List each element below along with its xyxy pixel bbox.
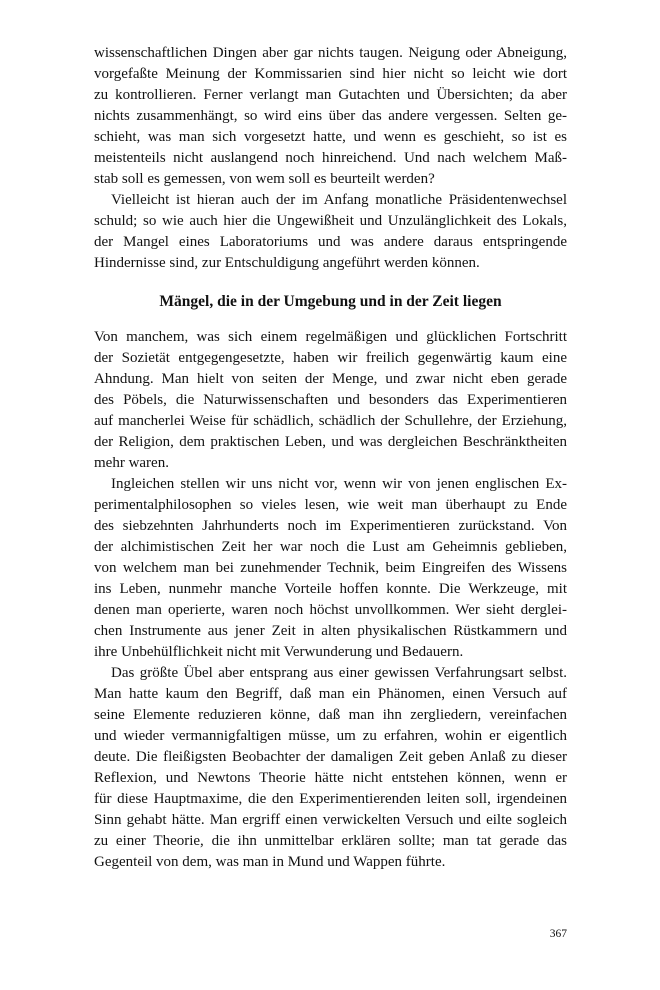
text-line: Reflexion, und Newtons Theorie hätte nicht entstehen können, wenn er xyxy=(94,770,567,786)
paragraph xyxy=(94,663,567,873)
text-line: perimentalphilosophen so vieles lesen, wie weit man überhaupt zu Ende xyxy=(94,497,567,513)
text-block xyxy=(94,43,567,873)
text-line: meistenteils nicht auslangend noch hinreichend. Und nach welchem Maß- xyxy=(94,150,567,166)
text-line: der Mangel eines Laboratoriums und was andere daraus entspringende xyxy=(94,234,567,250)
text-line: Ingleichen stellen wir uns nicht vor, wenn wir von jenen englischen Ex- xyxy=(111,476,567,492)
text-line: mehr waren. xyxy=(94,455,169,471)
text-line: schuld; so wie auch hier die Ungewißheit und Unzulänglichkeit des Lokals, xyxy=(94,213,567,229)
paragraph xyxy=(94,190,567,274)
text-line: schieht, was man sich vorgesetzt hatte, und wenn es geschieht, so ist es xyxy=(94,129,567,145)
text-line: Sinn gehabt hätte. Man ergriff einen verwickelten Versuch und eilte sogleich xyxy=(94,812,567,828)
text-line: auf mancherlei Weise für schädlich, schädlich der Schullehre, der Erziehung, xyxy=(94,413,567,429)
page-number: 367 xyxy=(549,928,567,940)
text-line: seine Elemente reduzieren könne, daß man ihn zergliedern, vereinfachen xyxy=(94,707,567,723)
text-line: des Pöbels, die Naturwissenschaften und besonders das Experimentieren xyxy=(94,392,567,408)
section-heading: Mängel, die in der Umgebung und in der Zeit liegen xyxy=(159,293,502,310)
paragraph xyxy=(94,327,567,474)
text-line: zu kontrollieren. Ferner verlangt man Gutachten und Übersichten; da aber xyxy=(94,87,567,103)
text-line: Vielleicht ist hieran auch der im Anfang monatliche Präsidentenwechsel xyxy=(111,192,567,208)
text-line: denen man operierte, waren noch höchst unvollkommen. Wer sieht derglei- xyxy=(94,602,567,618)
text-line: für diese Hauptmaxime, die den Experimentierenden leiten soll, irgendeinen xyxy=(94,791,567,807)
text-line: chen Instrumente aus jener Zeit in alten physikalischen Rüstkammern und xyxy=(94,623,567,639)
text-line: Von manchem, was sich einem regelmäßigen und glücklichen Fortschritt xyxy=(94,329,567,345)
paragraph xyxy=(94,474,567,663)
text-line: der alchimistischen Zeit her war noch die Lust am Geheimnis geblieben, xyxy=(94,539,567,555)
text-line: vorgefaßte Meinung der Kommissarien sind hier nicht so leicht wie dort xyxy=(94,66,567,82)
text-line: und wieder vermannigfaltigen müsse, um zu erfahren, wohin er eigentlich xyxy=(94,728,567,744)
text-line: Gegenteil von dem, was man in Mund und Wappen führte. xyxy=(94,854,446,870)
text-line: Das größte Übel aber entsprang aus einer gewissen Verfahrungsart selbst. xyxy=(111,665,567,681)
text-line: von welchem man bei zunehmender Technik, beim Eingreifen des Wissens xyxy=(94,560,567,576)
text-line: der Sozietät entgegengesetzte, haben wir freilich gegenwärtig kaum eine xyxy=(94,350,567,366)
text-line: wissenschaftlichen Dingen aber gar nichts taugen. Neigung oder Abneigung, xyxy=(94,45,567,61)
text-line: Man hatte kaum den Begriff, daß man ein Phänomen, einen Versuch auf xyxy=(94,686,567,702)
text-line: deute. Die fleißigsten Beobachter der damaligen Zeit geben Anlaß zu dieser xyxy=(94,749,567,765)
text-line: nichts zusammenhängt, so wird eins über das andere vergessen. Selten ge- xyxy=(94,108,567,124)
text-line: Hindernisse sind, zur Entschuldigung angeführt werden können. xyxy=(94,255,480,271)
text-line: Ahndung. Man hielt von seiten der Menge, und zwar nicht eben gerade xyxy=(94,371,567,387)
text-line: zu einer Theorie, die ihn unmittelbar erklären sollte; man tat gerade das xyxy=(94,833,567,849)
text-line: ihre Unbehülflichkeit nicht mit Verwunderung und Bedauern. xyxy=(94,644,464,660)
text-line: der Religion, dem praktischen Leben, und was dergleichen Beschränktheiten xyxy=(94,434,567,450)
text-line: stab soll es gemessen, von wem soll es beurteilt werden? xyxy=(94,171,435,187)
text-line: ins Leben, nunmehr manche Vorteile hoffen konnte. Die Werkzeuge, mit xyxy=(94,581,567,597)
text-line: des siebzehnten Jahrhunderts noch im Experimentieren zurückstand. Von xyxy=(94,518,567,534)
paragraph xyxy=(94,43,567,190)
